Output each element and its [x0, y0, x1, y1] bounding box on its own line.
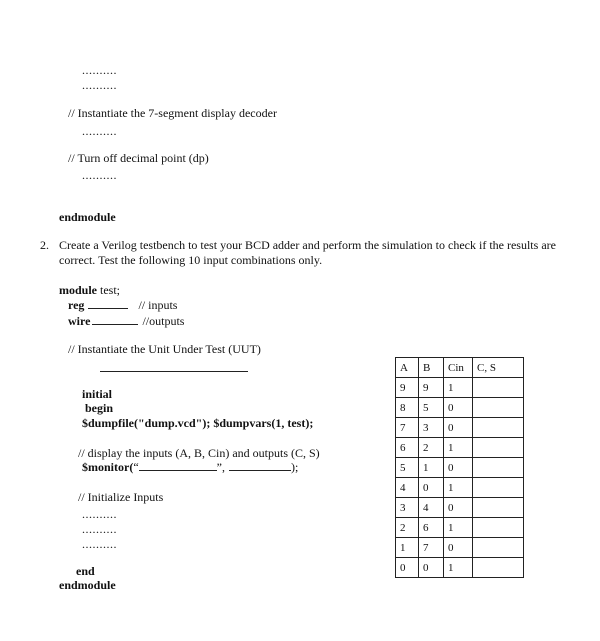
cell-cin: 1	[444, 438, 473, 458]
table-header-row	[396, 358, 524, 378]
table-row	[396, 538, 524, 558]
cell-a: 6	[396, 438, 419, 458]
cell-b: 3	[419, 418, 444, 438]
placeholder-dots: ..........	[82, 168, 117, 182]
cell-cin: 1	[444, 478, 473, 498]
comment-display: // display the inputs (A, B, Cin) and outputs (C, S)	[78, 446, 320, 460]
end-keyword: end	[76, 564, 95, 578]
cell-cs[interactable]	[473, 418, 524, 438]
begin-keyword: begin	[85, 401, 114, 415]
initial-keyword: initial	[82, 387, 113, 401]
input-combinations-table	[395, 357, 524, 578]
cell-cs[interactable]	[473, 498, 524, 518]
table-row	[396, 558, 524, 578]
cell-cs[interactable]	[473, 398, 524, 418]
table-row	[396, 458, 524, 478]
placeholder-dots: ..........	[82, 124, 117, 138]
cell-cs[interactable]	[473, 438, 524, 458]
endmodule-keyword: endmodule	[59, 578, 116, 592]
cell-a: 5	[396, 458, 419, 478]
reg-line	[68, 298, 177, 312]
cell-b: 0	[419, 478, 444, 498]
cell-cin: 0	[444, 398, 473, 418]
monitor-open-quote: “	[133, 460, 139, 474]
cell-b: 9	[419, 378, 444, 398]
question-number: 2.	[40, 238, 49, 252]
cell-b: 4	[419, 498, 444, 518]
header-cin: Cin	[444, 358, 473, 378]
cell-b: 1	[419, 458, 444, 478]
monitor-keyword: $monitor(	[82, 460, 134, 474]
monitor-format-blank[interactable]	[139, 460, 217, 471]
cell-a: 4	[396, 478, 419, 498]
table-row	[396, 518, 524, 538]
module-declaration	[59, 283, 120, 297]
header-a: A	[396, 358, 419, 378]
monitor-line	[82, 460, 298, 474]
placeholder-dots: ..........	[82, 522, 117, 536]
monitor-close: );	[290, 460, 299, 474]
cell-cs[interactable]	[473, 478, 524, 498]
cell-cin: 1	[444, 558, 473, 578]
cell-cs[interactable]	[473, 518, 524, 538]
endmodule-keyword: endmodule	[59, 210, 116, 224]
cell-cin: 1	[444, 518, 473, 538]
cell-cin: 0	[444, 418, 473, 438]
placeholder-dots: ..........	[82, 537, 117, 551]
cell-b: 0	[419, 558, 444, 578]
cell-a: 2	[396, 518, 419, 538]
placeholder-dots: ..........	[82, 78, 117, 92]
cell-b: 2	[419, 438, 444, 458]
cell-cs[interactable]	[473, 558, 524, 578]
cell-a: 3	[396, 498, 419, 518]
table-row	[396, 378, 524, 398]
cell-cin: 0	[444, 458, 473, 478]
wire-line	[68, 314, 184, 328]
cell-cs[interactable]	[473, 378, 524, 398]
reg-blank[interactable]	[88, 298, 128, 309]
cell-b: 6	[419, 518, 444, 538]
cell-a: 1	[396, 538, 419, 558]
cell-a: 7	[396, 418, 419, 438]
cell-b: 5	[419, 398, 444, 418]
uut-blank[interactable]	[100, 361, 248, 372]
cell-cs[interactable]	[473, 458, 524, 478]
cell-b: 7	[419, 538, 444, 558]
cell-cin: 0	[444, 498, 473, 518]
placeholder-dots: ..........	[82, 63, 117, 77]
wire-keyword: wire	[68, 314, 91, 328]
monitor-args-blank[interactable]	[229, 460, 291, 471]
question-text: Create a Verilog testbench to test your BCD adder and perform the simulation to check if the results are correct. Test the following 10 input combinations only.	[59, 238, 556, 267]
module-name: test;	[97, 283, 121, 297]
reg-keyword: reg	[68, 298, 85, 312]
cell-cs[interactable]	[473, 538, 524, 558]
cell-cin: 1	[444, 378, 473, 398]
table-row	[396, 398, 524, 418]
comment-init: // Initialize Inputs	[78, 490, 164, 504]
table-row	[396, 478, 524, 498]
wire-blank[interactable]	[92, 314, 138, 325]
cell-a: 8	[396, 398, 419, 418]
comment-dp: // Turn off decimal point (dp)	[68, 151, 209, 165]
cell-cin: 0	[444, 538, 473, 558]
cell-a: 0	[396, 558, 419, 578]
header-b: B	[419, 358, 444, 378]
placeholder-dots: ..........	[82, 507, 117, 521]
table-row	[396, 498, 524, 518]
table-row	[396, 418, 524, 438]
wire-comment: //outputs	[142, 314, 185, 328]
table-row	[396, 438, 524, 458]
monitor-close-quote: ”,	[216, 460, 225, 474]
dumpfile-line: $dumpfile("dump.vcd"); $dumpvars(1, test);	[82, 416, 314, 430]
module-keyword: module	[59, 283, 98, 297]
reg-comment: // inputs	[138, 298, 178, 312]
header-cs: C, S	[473, 358, 524, 378]
comment-uut: // Instantiate the Unit Under Test (UUT)	[68, 342, 261, 356]
comment-decoder: // Instantiate the 7-segment display decoder	[68, 106, 277, 120]
cell-a: 9	[396, 378, 419, 398]
